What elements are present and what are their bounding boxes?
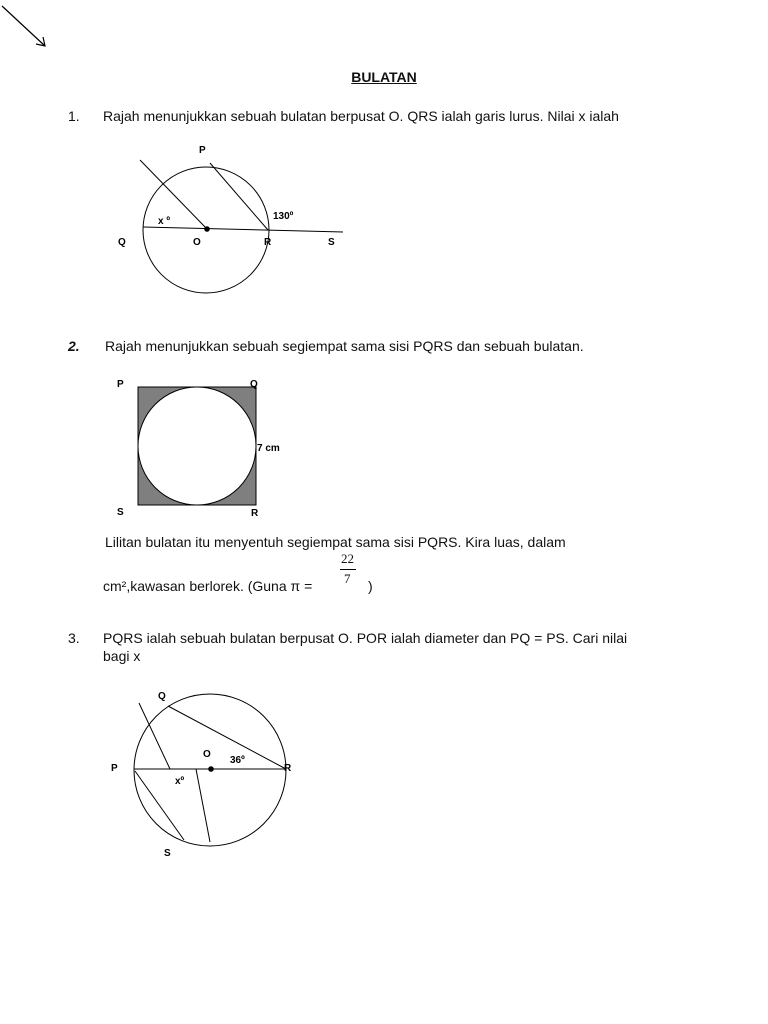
q2-label-p: P	[117, 379, 124, 390]
q3-label-s: S	[164, 848, 171, 859]
q3-line-x	[196, 769, 210, 842]
q3-chord-qr	[168, 706, 286, 769]
question-1-figure	[0, 130, 380, 310]
pi-close-paren: )	[368, 578, 373, 594]
pi-fraction-bar	[340, 569, 356, 570]
corner-arrow-icon	[0, 0, 60, 60]
q3-label-q: Q	[158, 691, 166, 702]
q1-label-s: S	[328, 237, 335, 248]
question-2-text-3: cm²,kawasan berlorek. (Guna π =	[103, 578, 313, 594]
question-3-text-line-1: PQRS ialah sebuah bulatan berpusat O. POR ialah diameter dan PQ = PS. Cari nilai	[103, 630, 628, 646]
q1-line-qrs	[143, 227, 343, 232]
question-2-text: Rajah menunjukkan sebuah segiempat sama sisi PQRS dan sebuah bulatan.	[105, 338, 584, 354]
question-2-number: 2.	[68, 338, 80, 354]
q2-label-q: Q	[250, 379, 258, 390]
q2-side-length: 7 cm	[257, 443, 280, 454]
q1-label-o: O	[193, 237, 201, 248]
q1-angle-130: 130º	[273, 211, 294, 222]
page-title: BULATAN	[351, 69, 417, 85]
q1-center-dot	[204, 226, 210, 232]
q3-label-r: R	[284, 763, 292, 774]
pi-fraction-numerator: 22	[341, 551, 354, 566]
question-2-text-2: Lilitan bulatan itu menyentuh segiempat sama sisi PQRS. Kira luas, dalam	[105, 534, 566, 550]
pi-fraction-denominator: 7	[344, 571, 351, 586]
question-3-number: 3.	[68, 630, 80, 646]
q2-label-s: S	[117, 507, 124, 518]
q3-line-pq	[139, 703, 170, 769]
q1-line-op	[140, 160, 207, 229]
q1-label-q: Q	[118, 237, 126, 248]
q3-angle-x: xº	[175, 776, 185, 787]
question-1-text: Rajah menunjukkan sebuah bulatan berpusat O. QRS ialah garis lurus. Nilai x ialah	[103, 108, 619, 124]
q1-label-p: P	[199, 145, 206, 156]
q1-label-r: R	[264, 237, 272, 248]
q3-label-p: P	[111, 763, 118, 774]
q3-label-o: O	[203, 749, 211, 760]
q2-label-r: R	[251, 508, 259, 519]
question-3-figure	[0, 680, 320, 870]
question-2-figure	[0, 370, 320, 520]
question-3-text-line-2: bagi x	[103, 648, 141, 664]
q1-angle-x: x º	[158, 216, 170, 227]
q2-inscribed-circle	[138, 387, 256, 505]
question-1-number: 1.	[68, 108, 80, 124]
q3-angle-36: 36º	[230, 755, 245, 766]
q3-center-dot	[208, 766, 214, 772]
